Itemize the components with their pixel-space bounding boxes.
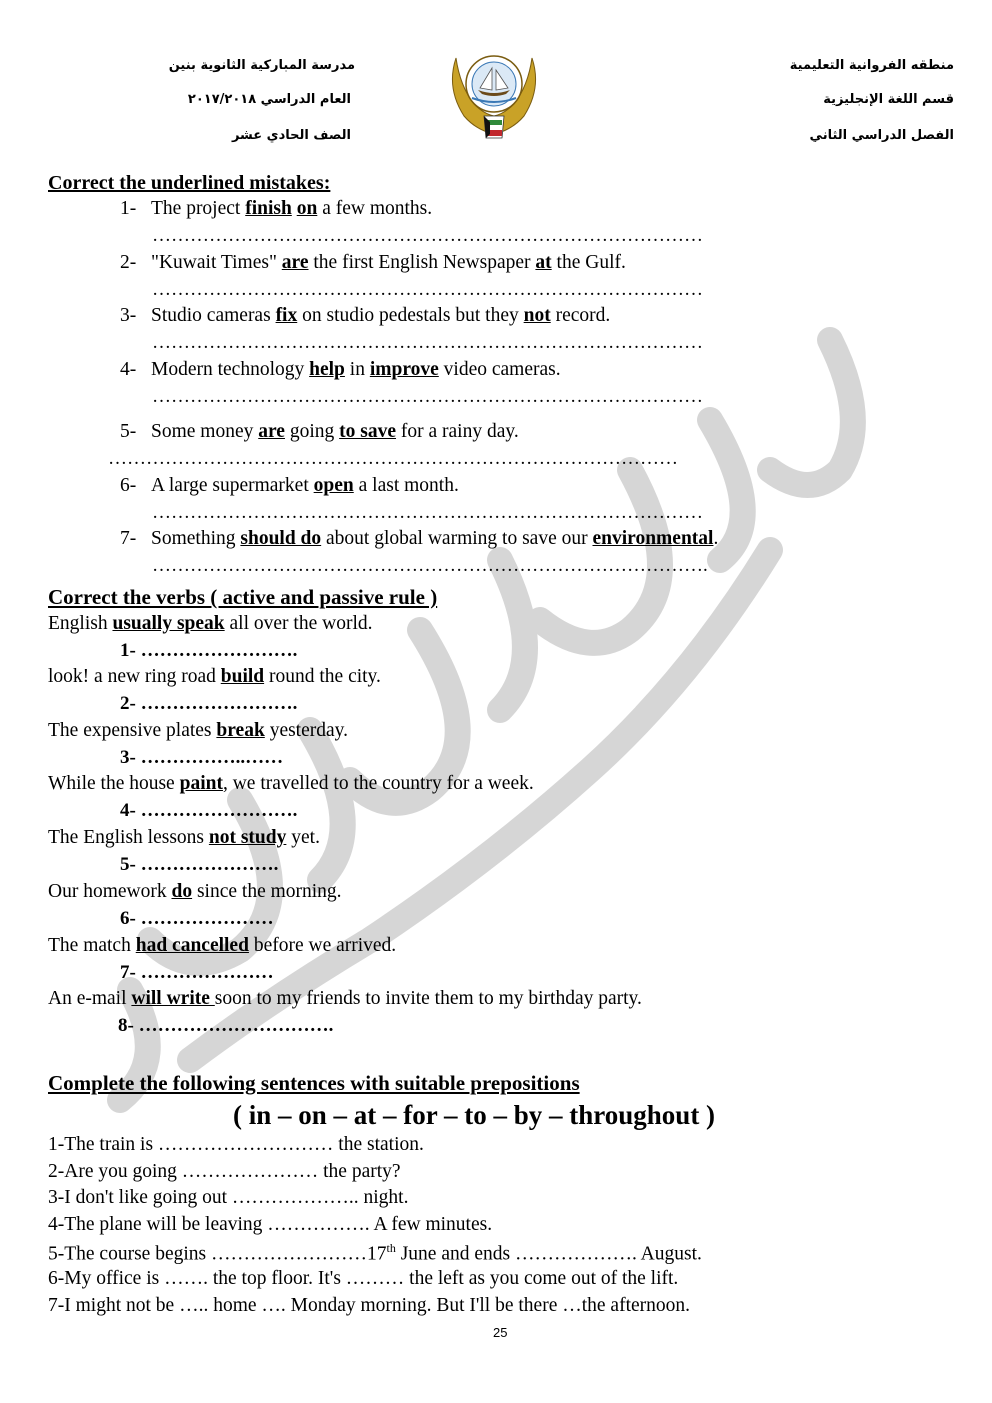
kuwait-emblem-icon: [442, 38, 546, 144]
item-number: 6-: [120, 908, 141, 929]
underlined-mistake: should do: [240, 528, 322, 549]
header-right-line-2: قسم اللغة الإنجليزية: [823, 92, 954, 107]
underlined-mistake: finish: [245, 198, 292, 219]
item-number: 8-: [118, 1015, 139, 1036]
answer-dots: …………………….: [140, 800, 298, 821]
underlined-mistake: paint: [179, 773, 223, 794]
answer-line: …………………………………………………………………………….: [152, 555, 708, 576]
item-number: 6-: [120, 475, 137, 496]
exercise-item: [48, 988, 642, 1010]
answer-line: ……………………………………………………………………………: [152, 386, 703, 407]
sentence-text: .: [713, 528, 719, 549]
answer-dots: ……………..……: [140, 747, 284, 768]
header-right-line-1: منطقه الفروانية التعليمية: [789, 58, 954, 73]
underlined-mistake: environmental: [592, 528, 714, 549]
sentence-text: look! a new ring road: [48, 666, 221, 687]
exercise-item: [120, 475, 459, 497]
answer-dots: ………………………….: [138, 1015, 334, 1036]
sentence-text: Something: [151, 528, 241, 549]
page-number: 25: [493, 1325, 508, 1340]
answer-dots: …………………: [140, 962, 274, 983]
item-number: 7-: [120, 528, 137, 549]
sentence-text: While the house: [48, 773, 180, 794]
header-right-line-3: الفصل الدراسي الثاني: [809, 128, 954, 143]
sentence-text: the first English Newspaper: [308, 252, 536, 273]
answer-line: ……………………………………………………………………………: [152, 279, 703, 300]
preposition-sentence: 2-Are you going ………………… the party?: [48, 1161, 401, 1182]
sentence-text: video cameras.: [438, 359, 561, 380]
sentence-text: all over the world.: [224, 613, 373, 634]
underlined-mistake: are: [281, 252, 309, 273]
underlined-mistake: not study: [208, 827, 287, 848]
header-left-line-1: مدرسة المباركية الثانوية بنين: [168, 58, 355, 73]
sentence-text: a last month.: [353, 475, 459, 496]
sentence-text: yesterday.: [264, 720, 349, 741]
sentence-text: The match: [48, 935, 136, 956]
underlined-mistake: on: [296, 198, 318, 219]
item-number: 7-: [120, 962, 141, 983]
answer-line: [120, 747, 283, 769]
preposition-sentence: 4-The plane will be leaving ……………. A few minutes.: [48, 1214, 493, 1235]
exercise-item: [48, 881, 342, 903]
exercise-item: [48, 666, 381, 688]
sentence-text: , we travelled to the country for a week.: [222, 773, 534, 794]
answer-dots: …………………….: [140, 640, 298, 661]
sentence-text: Some money: [151, 421, 259, 442]
preposition-sentence: 6-My office is ……. the top floor. It's ……… the left as you come out of the lift.: [48, 1268, 679, 1289]
sentence-text: The expensive plates: [48, 720, 217, 741]
item-number: 2-: [120, 693, 141, 714]
underlined-mistake: do: [171, 881, 193, 902]
exercise-item: [48, 720, 348, 742]
answer-dots: …………………: [140, 908, 274, 929]
item-number: 3-: [120, 305, 137, 326]
sentence-text: Our homework: [48, 881, 172, 902]
item-number: 5-: [120, 854, 141, 875]
underlined-mistake: are: [258, 421, 285, 442]
sentence-text: English: [48, 613, 113, 634]
answer-line: [120, 640, 297, 662]
sentence-text: for a rainy day.: [396, 421, 519, 442]
underlined-mistake: build: [220, 666, 265, 687]
answer-line: ………………………………………………………………………………: [108, 448, 678, 469]
underlined-mistake: will write: [131, 988, 215, 1009]
sentence-text: The project: [151, 198, 246, 219]
prepositions-options: ( in – on – at – for – to – by – throughout ): [233, 1100, 716, 1130]
item-number: 4-: [120, 800, 141, 821]
sentence-text: record.: [550, 305, 611, 326]
underlined-mistake: help: [309, 359, 345, 380]
exercise-item: [120, 198, 432, 220]
header-left-line-2: العام الدراسي ٢٠١٧/٢٠١٨: [187, 92, 351, 107]
ordinal-suffix: th: [386, 1241, 396, 1255]
sentence-text: before we arrived.: [248, 935, 397, 956]
sentence-text: since the morning.: [192, 881, 342, 902]
underlined-mistake: fix: [275, 305, 298, 326]
sentence-text: soon to my friends to invite them to my birthday party.: [214, 988, 642, 1009]
exercise-item: [120, 528, 718, 550]
preposition-sentence: 1-The train is ……………………… the station.: [48, 1134, 424, 1155]
header-left-line-3: الصف الحادي عشر: [231, 128, 351, 143]
exercise-item: [120, 421, 519, 443]
sentence-text: A large supermarket: [151, 475, 314, 496]
sentence-text: Modern technology: [151, 359, 310, 380]
sentence-text: "Kuwait Times": [151, 252, 282, 273]
exercise-item: [48, 827, 320, 849]
answer-line: [120, 693, 297, 715]
item-number: 3-: [120, 747, 141, 768]
preposition-sentence: 7-I might not be ….. home …. Monday morning. But I'll be there …the afternoon.: [48, 1295, 691, 1316]
item-number: 4-: [120, 359, 137, 380]
sentence-text: on studio pedestals but they: [297, 305, 524, 326]
exercise-item: [48, 613, 373, 635]
exercise-item: [48, 773, 534, 795]
underlined-mistake: had cancelled: [135, 935, 249, 956]
answer-line: [118, 1015, 333, 1037]
sentence-text: The English lessons: [48, 827, 209, 848]
answer-line: ……………………………………………………………………………: [152, 502, 703, 523]
underlined-mistake: at: [535, 252, 552, 273]
sentence-text: about global warming to save our: [321, 528, 593, 549]
answer-line: [120, 908, 274, 930]
section-2-title: Correct the verbs ( active and passive rule ): [48, 585, 438, 609]
answer-line: ……………………………………………………………………………: [152, 225, 703, 246]
sentence-text: in: [344, 359, 370, 380]
preposition-sentence: 3-I don't like going out ……………….. night.: [48, 1187, 409, 1208]
exercise-item: [120, 359, 561, 381]
underlined-mistake: break: [216, 720, 265, 741]
item-number: 1-: [120, 640, 141, 661]
sentence-text: An e-mail: [48, 988, 132, 1009]
exercise-item: [120, 252, 626, 274]
answer-dots: ………………….: [140, 854, 279, 875]
underlined-mistake: improve: [369, 359, 439, 380]
item-number: 1-: [120, 198, 137, 219]
sentence-text: Studio cameras: [151, 305, 276, 326]
underlined-mistake: usually speak: [112, 613, 225, 634]
sentence-text: June and ends ………………. August.: [395, 1243, 702, 1265]
sentence-text: round the city.: [264, 666, 381, 687]
preposition-sentence: [48, 1241, 702, 1266]
sentence-text: going: [284, 421, 340, 442]
exercise-item: [120, 305, 610, 327]
sentence-text: yet.: [286, 827, 320, 848]
answer-line: [120, 854, 278, 876]
underlined-mistake: not: [523, 305, 551, 326]
underlined-mistake: to save: [339, 421, 397, 442]
sentence-text: a few months.: [317, 198, 433, 219]
item-number: 2-: [120, 252, 137, 273]
answer-line: [120, 962, 274, 984]
sentence-text: the Gulf.: [551, 252, 626, 273]
answer-line: [120, 800, 297, 822]
answer-dots: …………………….: [140, 693, 298, 714]
section-3-title: Complete the following sentences with suitable prepositions: [48, 1071, 580, 1095]
sentence-text: 5-The course begins ……………………17: [48, 1243, 387, 1265]
item-number: 5-: [120, 421, 137, 442]
exercise-item: [48, 935, 396, 957]
answer-line: ……………………………………………………………………………: [152, 332, 703, 353]
section-1-title: Correct the underlined mistakes:: [48, 172, 331, 194]
underlined-mistake: open: [313, 475, 354, 496]
